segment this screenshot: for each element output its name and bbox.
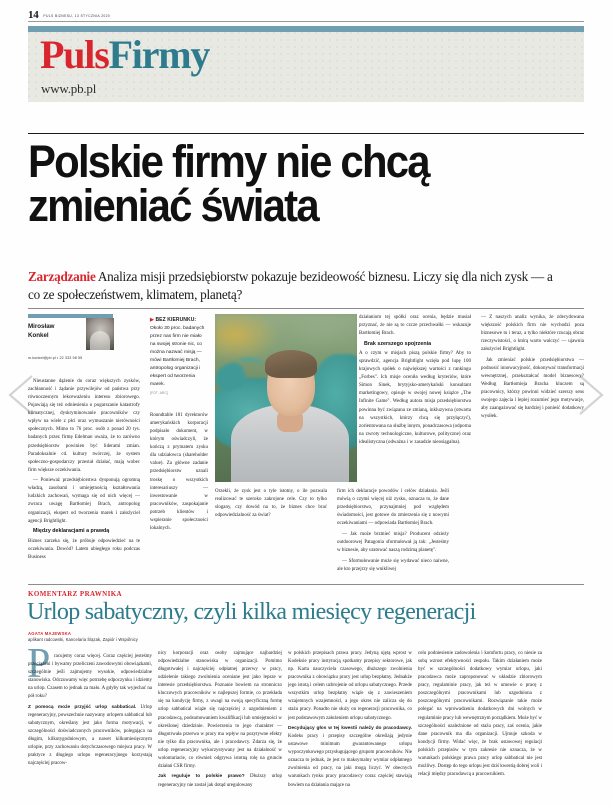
section-divider [28, 584, 584, 585]
masthead-title-firmy: Firmy [108, 32, 210, 77]
paragraph: Nieustanne dążenie do coraz większych zysków, zachłanność i żądanie przywilejów od państwa przy równoczesnym lekceważeniu interesu zbiorowego. Pojawiają się też odniesienia o pogarszanie katastrofy klimatycznej, dyskryminowanie pracowników czy wpływ na wiele z płci oraz wymuszanie nierówności społecznych. Mimo to 76 proc. osób z ponad 20 tys. badanych przez firmę Edelman uważa, że to zarówno przedsiębiorstw powinien być liderami zmian. Paradoksalnie cd. kultury twórczej, że system społeczno-gospodarczy przestał działać, mają wobec firm większe oczekiwania. [28, 379, 140, 473]
article-subheading: Brak szerszego spojrzenia [364, 340, 432, 347]
law-column-4 [418, 650, 542, 802]
pullquote-heading [150, 317, 208, 324]
lead-article-photo [215, 314, 357, 482]
pullquote-bez-kierunku [150, 317, 208, 395]
article-column-5 [359, 314, 471, 482]
article-subheading: Między deklaracjami a prawdą [33, 528, 110, 535]
article-column-6 [481, 314, 584, 578]
drop-cap: P [27, 641, 51, 687]
section-kicker: KOMENTARZ PRAWNIKA [28, 590, 122, 598]
masthead-title-puls: Puls [40, 32, 109, 77]
paragraph: — Jak może brzmieć misja? Producent odzieży outdoorowej Patagonia sformułował ją tak: „Jesteśmy w biznesie, aby uratować naszą rodzimą planetę". [337, 531, 449, 553]
paragraph: A o czym w misjach piszą polskie firmy? Aby to sprawdzić, agencja Brightlight wzięła pod lupę 100 krajowych spółek o największej wartości z rankingu „Forbes". Ich misje oceniła według kryteriów, które Simon Sinek, brytyjsko-amerykański konsultant marketingowy, opisuje w swojej nowej książce „The Infinite Game". Według autora misja przedsiębiorstwa powinna być związana ze zmianą, inkluzywna (otwarta na wszystkich, którzy chcą się przyłączyć), zorientowana na służbę innym, ponadczasowa (odporna na zwroty technologiczne, kulturowe, polityczne) oraz idealistyczna (odważna i w zasadzie nieosiągalna). [359, 351, 471, 445]
standfirst [28, 268, 558, 304]
paragraph: firm ich deklaracje powodów i celów działania. Jeśli mówią o czymś więcej niż zysku, oznacza to, że dane przedsiębiorstwo, przynajmniej pod względem świadomości, jest gotowe do zmierzenia się z nowymi oczekiwaniami — odpowiada Bartłomiej Brach. [337, 489, 449, 527]
law-author-role: aplikant radcowski, Kancelaria Ślązak, Zapiór i Wspólnicy [28, 636, 138, 642]
paragraph: Orzekli, że zysk jest o tyle istotny, o ile pozwala realizować te szeroko zakrojone cele. Czy to tylko slogany, czy dowód na to, że biznes chce brać odpowiedzialność za świat? [215, 489, 327, 519]
folio-divider [28, 21, 584, 22]
pullquote-heading-text: BEZ KIERUNKU: [155, 317, 197, 323]
author-contact: m.konkel@pb.pl • 22 333 98 55 [28, 356, 83, 360]
author-name [28, 322, 84, 341]
article-column-4 [337, 488, 449, 578]
masthead-title [40, 32, 210, 77]
law-column-1 [28, 653, 152, 801]
paragraph: Decydujący głos w tej kwestii należy do pracodawcy. Kodeks pracy i przepisy szczególne określają jedynie ustawowe minimum gwarantowanego urlopu wypoczynkowego przysługującego grupom pracowników. Nie oznacza to jednak, że jest to maksymalny wymiar odpłatnego zwolnienia od pracy, na jaki mogą liczyć. W obecnych warunkach rynku pracy pracodawcy coraz częściej stawiają bowiem na działania mające na [288, 726, 412, 788]
headline-line-1: Polskie firmy nie chcą [28, 136, 429, 187]
pullquote-body: Około 30 proc. badanych przez nas firm nie miało na swojej stronie nic, co można nazwać misją — mówi Bartłomiej Brach, antropolog organizacji i ekspert od tworzenia marek. [150, 326, 205, 387]
article-column-2 [150, 412, 208, 578]
law-column-3 [288, 650, 412, 802]
author-avatar [86, 318, 114, 350]
paragraph: nicy korporacji oraz osoby zajmujące najbardziej odpowiedzialne stanowiska w organizacji. Pomimo długotrwałej i najczęściej odpłatnej przerwy w pracy, udzielenie takiego zwolnienia oceniane jest jako lepsze w interesie przedsiębiorstwa. Poznanie bowiem na stronniczo kluczowych pracowników w najlepszej formie, co przekłada się na kondycję firmy, z uwagi na swoją specyficzną formę urlop sabbatical wiąże się najczęściej z uzgodnieniem z pracodawcą, podsumowaniem kwalifikacji lub umiejętności w określonej dziedzinie. Powierzenia to jego charakter — długotrwała przerwa w pracy ma wpływ na pozytywne efekty nie tylko dla pracownika, ale i pracodawcy. Zdarza się, że urlop regeneracyjny wykorzystywany jest na działalność w wolontariacie, co również odgrywa istotną rolę na gruncie działań CSR firmy. [158, 651, 282, 769]
standfirst-kicker: Zarządzanie [28, 269, 96, 284]
paragraph: — Z naszych analiz wynika, że zdecydowana większość polskich firm nie wychodzi poza biznesowe tu i teraz, a tylko niektóre rzucają obraz rzeczywistości, o którą warto walczyć — ujawnia założyciel Brightlight. [481, 315, 584, 353]
headline-bottom-rule [28, 308, 584, 309]
paragraph: Jak reguluje to polskie prawo? Dłuższy urlop regeneracyjny nie został jak dotąd uregulowany [158, 774, 282, 788]
page-title [28, 136, 545, 231]
paragraph: racujemy coraz więcej. Coraz częściej jesteśmy przeciążeni i bywamy przeliczeni zawodowymi obowiązkami, szczególnie jeśli zajmujemy wysokie, odpowiedzialne stanowiska. Odczuwamy więc potrzebę odpoczynku i idziemy na urlop. Czasem to jednak za mało. A gdyby tak wyjechać na pół roku? [28, 654, 152, 700]
folio-publication-line: PULS BIZNESU, 13 STYCZNIA 2020 [43, 14, 111, 18]
headline-top-rule [28, 133, 584, 134]
law-column-2 [158, 650, 282, 802]
triangle-marker-icon: ▶ [150, 317, 154, 323]
author-name-first: Mirosław [28, 323, 55, 330]
pullquote-photo-credit: [FOT. ARC] [150, 390, 169, 395]
article-column-1 [28, 378, 140, 578]
photo-subject-hair [265, 350, 317, 378]
paragraph: Jak zmieniać polskie przedsiębiorstwa — podnosić innowacyjność, dokonywać transformacji wewnętrznej, przekształcać model biznesowy? Według Bartłomieja Bracha kluczem są pracownicy, którzy powinni widzieć szerszy sens swojego zajęcia i lepiej rozumieć jego motywacje, aby zaangażować się bardziej i ponieść dodatkowy wysiłek. [481, 357, 584, 420]
standfirst-text: Analiza misji przedsiębiorstw pokazuje bezideowość biznesu. Liczy się dla nich zysk — a co ze społeczeństwem, klimatem, planetą? [28, 269, 553, 302]
paragraph: w polskich przepisach prawa pracy. Jedyną ujętą wprost w Kodeksie pracy instytucją spotkamy przepisy sektorowe, jak np. Karta nauczyciela czasowego, dłuższego zwolnienia pracownika z obowiązku pracy jest urlop bezpłatny. Jednakże jego istotą i celem uzbrojenie od urlopu sabatycznego. Przede wszystkim urlop bezpłatny wiąże się z zawieszeniem wzajemnych wzajemności, a jego okres nie zalicza się do stażu pracy. Ponadto nie służy on regeneracji pracownika, co jest podstawowym założeniem urlopu sabatycznego. [288, 651, 412, 721]
page-folio [28, 10, 584, 21]
law-author-name: AGATA MAJEWSKA [28, 631, 72, 636]
paragraph: celu podniesienie zadowolenia i komfortu pracy, co niesie za sobą wzrost efektywności zespołu. Takim działaniem może być w szczególności dodatkowy wymiar urlopu, jaki pracodawca może zaproponować w układzie zbiorowym pracy, regulaminie pracy, jak też w umowie o pracę z poszczególnymi pracownikami lub uzgodniona z poszczególnymi pracownikami. Rozwiązanie takie może polegać na wprowadzeniu dodatkowych dni wolnych w regulaminie pracy lub wewnętrznym porządkiem. Może być w szczególności uzależnione od stażu pracy, zaś ocenia, jakie dane pracownik ma dla organizacji. Ujmuje szkoda w kondycji firmy. Widać więc, że brak ustawowej regulacji polskich przepisów w tym zakresie nie oznacza, że w warunkach polskiego prawa pracy urlop sabbatical nie jest możliwy. Dostęp do tego urlopu jest dziś kwestią dobrej woli i relacji między pracodawcą a pracownikiem. [418, 651, 542, 777]
paragraph: Z pomocą może przyjść urlop sabbatical. Urlop regeneracyjny, powszechnie nazywany urlopem sabbatical lub sabatycznym, określany jest jako forma motywacji, w szczególności doświadczonych pracowników, polegająca na długim, kilkutygodniowym, a nawet kilkumiesięcznym urlopie, przy zachowaniu dotychczasowego miejsca pracy. W praktyce z długiego urlopu regeneracyjnego korzystają najczęściej pracow- [28, 704, 152, 767]
paragraph: — Sformułowanie może się wydawać nieco naiwne, ale kto przejrzy się wnikliwej [337, 558, 449, 572]
author-name-last: Konkel [28, 332, 49, 340]
paragraph: działaniom tej spółki oraz ocenia, będzie musiał przyznać, że nie są to czcze przechwałki — wskazuje Bartłomiej Brach. [359, 315, 471, 337]
paragraph: Biznes zarzeka się, że próbuje odpowiedzieć na te oczekiwania. Dowód? Latem ubiegłego roku podczas Business [28, 538, 140, 560]
section-title: Urlop sabatyczny, czyli kilka miesięcy regeneracji [27, 599, 476, 625]
paragraph: Roundtable 181 dyrektorów amerykańskich korporacji podpisało dokument, w którym oświadczyli, że kończą z prymatem zysku dla udziałowca (shareholder value). Za główne zadanie przedsiębiorstw uznali troskę o wszystkich interesariuszy — inwestowanie w pracowników, zaspokajanie potrzeb klientów i wspieranie społeczności lokalnych. [150, 413, 208, 531]
headline-line-2: zmieniać świata [28, 179, 318, 231]
article-column-3 [215, 488, 327, 578]
paragraph: — Ponieważ przedsiębiorstwa dysponują ogromną władzą, zasobami i umiejętnością kształtowania ludzkich zachowań, wymaga się od nich więcej — zwraca uwagę Bartłomiej Brach, antropolog organizacji, ekspert od tworzenia marek i założyciel agencji Brightlight. [28, 478, 140, 524]
masthead-url: www.pb.pl [41, 81, 97, 96]
folio-page-number: 14 [28, 9, 39, 21]
